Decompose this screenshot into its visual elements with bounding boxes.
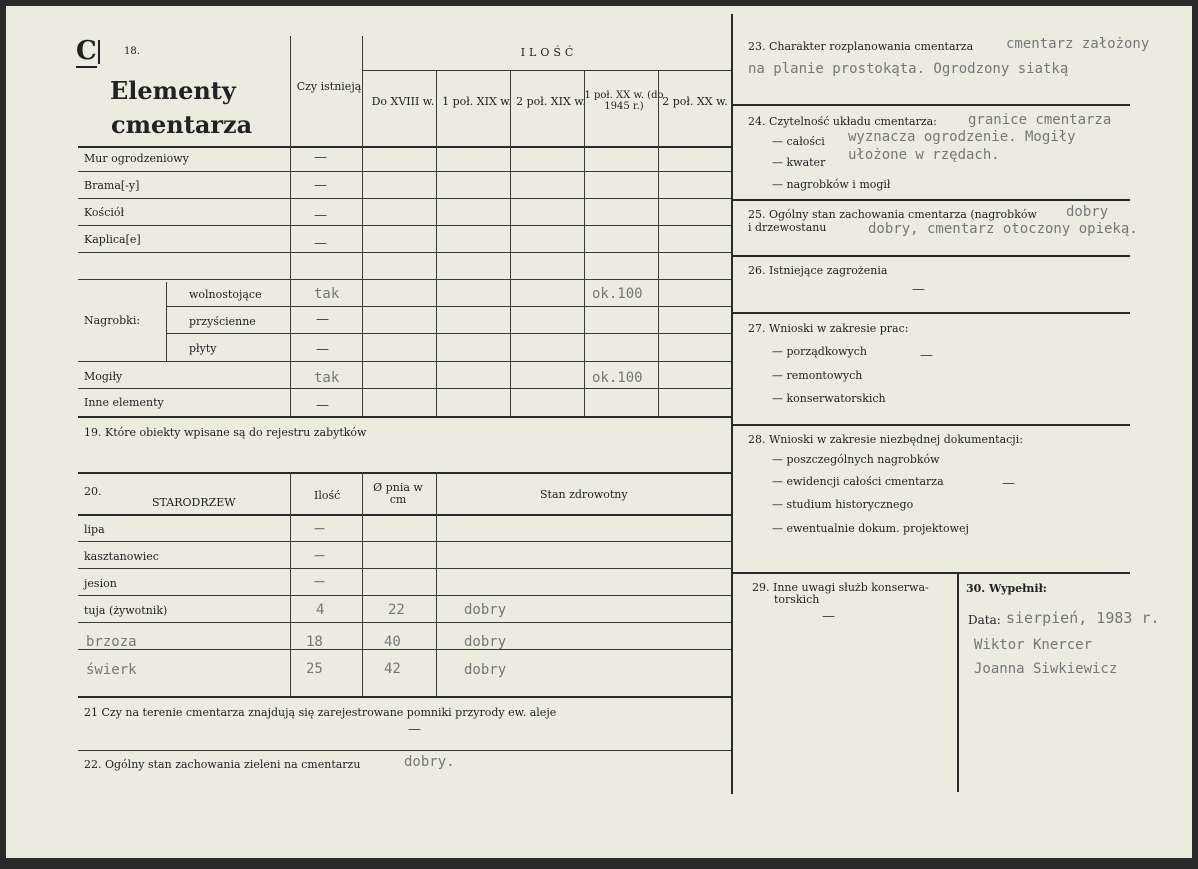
section-title-line1: Elementy (110, 76, 236, 105)
q24-item-2: — nagrobków i mogił (772, 178, 891, 191)
q24-item-0: — całości (772, 135, 825, 148)
tree-row-1-count: — (314, 549, 325, 562)
period-header-2: 2 poł. XIX w. (516, 95, 586, 108)
q24-text: 24. Czytelność układu cmentarza: (748, 115, 937, 128)
q20-col-count: Ilość (314, 489, 341, 502)
q24-answer-line1: granice cmentarza (968, 112, 1112, 128)
tree-row-3-diam: 22 (388, 602, 405, 618)
mogily-count: ok.100 (592, 370, 643, 386)
section-letter: C (76, 36, 97, 66)
q24-item-1: — kwater (772, 156, 826, 169)
row-label-chapel: Kaplica[e] (84, 233, 141, 246)
q21-text: 21 Czy na terenie cmentarza znajdują się zarejestrowane pomniki przyrody ew. aleje (84, 706, 557, 719)
nagrobki-slabs-exists: — (316, 342, 329, 357)
q24-answer-line2: wyznacza ogrodzenie. Mogiły (848, 129, 1076, 145)
q26-answer: — (912, 282, 925, 297)
period-header-0: Do XVIII w. (371, 95, 435, 108)
q28-item-2: — studium historycznego (772, 498, 914, 511)
q25-text-line1: 25. Ogólny stan zachowania cmentarza (nagrobków (748, 208, 1037, 221)
q27-item-2: — konserwatorskich (772, 392, 886, 405)
q28-answer: — (1002, 476, 1015, 491)
nagrobki-slabs-label: płyty (189, 342, 217, 355)
tree-row-5-diam: 42 (384, 661, 401, 677)
q28-text: 28. Wnioski w zakresie niezbędnej dokumentacji: (748, 433, 1023, 446)
nagrobki-freestanding-exists: tak (314, 286, 340, 302)
nagrobki-freestanding-count: ok.100 (592, 286, 643, 302)
q27-text: 27. Wnioski w zakresie prac: (748, 322, 909, 335)
mogily-exists: tak (314, 370, 340, 386)
tree-row-5-name: świerk (86, 662, 137, 678)
period-header-3: 1 poł. XX w. (do 1945 r.) (584, 90, 664, 112)
q23-answer-line1: cmentarz założony (1006, 36, 1150, 52)
row-exists-wall: — (314, 150, 327, 165)
q25-answer-line1: dobry (1066, 204, 1109, 220)
tree-row-4-health: dobry (464, 634, 507, 650)
tree-row-4-count: 18 (306, 634, 323, 650)
q24-answer-line3: ułożone w rzędach. (848, 147, 1000, 163)
q30-text: 30. Wypełnił: (966, 582, 1047, 595)
tree-row-5-health: dobry (464, 662, 507, 678)
q30-name-2: Joanna Siwkiewicz (974, 661, 1118, 677)
tree-row-0-name: lipa (84, 523, 105, 536)
tree-row-3-health: dobry (464, 602, 507, 618)
inventory-card (6, 6, 1192, 858)
q29-text-line2: torskich (774, 593, 820, 606)
inne-label: Inne elementy (84, 396, 164, 409)
mogily-label: Mogiły (84, 370, 123, 383)
tree-row-4-name: brzoza (86, 634, 137, 650)
q30-date-label: Data: (968, 613, 1001, 627)
tree-row-3-count: 4 (316, 602, 325, 618)
q28-item-0: — poszczególnych nagrobków (772, 453, 940, 466)
quantity-header: ILOŚĆ (520, 46, 578, 59)
tree-row-5-count: 25 (306, 661, 323, 677)
q22-text: 22. Ogólny stan zachowania zieleni na cmentarzu (84, 758, 361, 771)
q29-text-line1: 29. Inne uwagi służb konserwa- (752, 581, 929, 594)
q25-answer-line2: dobry, cmentarz otoczony opieką. (868, 221, 1138, 237)
inne-exists: — (316, 398, 329, 413)
row-label-church: Kościół (84, 206, 125, 219)
q20-number: 20. (84, 485, 102, 498)
q30-date-value: sierpień, 1983 r. (1006, 609, 1160, 627)
nagrobki-wall-exists: — (316, 312, 329, 327)
tree-row-1-name: kasztanowiec (84, 550, 159, 563)
row-exists-church: — (314, 208, 327, 223)
section-title-line2: cmentarza (111, 110, 253, 139)
period-header-4: 2 poł. XX w. (662, 95, 728, 108)
row-exists-gate: — (314, 178, 327, 193)
tree-row-3-name: tuja (żywotnik) (84, 604, 168, 617)
tree-row-2-count: — (314, 575, 325, 588)
q28-item-3: — ewentualnie dokum. projektowej (772, 522, 969, 535)
q23-text: 23. Charakter rozplanowania cmentarza (748, 40, 974, 53)
q28-item-1: — ewidencji całości cmentarza (772, 475, 944, 488)
section-number: 18. (124, 46, 140, 57)
q22-answer: dobry. (404, 754, 455, 770)
nagrobki-wall-label: przyścienne (189, 315, 256, 328)
q26-text: 26. Istniejące zagrożenia (748, 264, 888, 277)
q25-text-line2: i drzewostanu (748, 221, 827, 234)
row-label-wall: Mur ogrodzeniowy (84, 152, 189, 165)
q29-answer: — (822, 609, 835, 624)
q27-item-0: — porządkowych (772, 345, 867, 358)
section-letter-box (74, 36, 106, 68)
q21-answer: — (408, 722, 421, 737)
tree-row-2-name: jesion (84, 577, 117, 590)
q20-col-name: STARODRZEW (152, 496, 236, 509)
q20-col-health: Stan zdrowotny (540, 488, 628, 501)
tree-row-4-diam: 40 (384, 634, 401, 650)
nagrobki-label: Nagrobki: (84, 314, 141, 327)
q19-text: 19. Które obiekty wpisane są do rejestru zabytków (84, 426, 367, 439)
tree-row-0-count: — (314, 522, 325, 535)
row-exists-chapel: — (314, 236, 327, 251)
q27-answer: — (920, 348, 933, 363)
row-label-gate: Brama[-y] (84, 179, 140, 192)
q30-name-1: Wiktor Knercer (974, 637, 1093, 653)
exists-column-header: Czy istnieją (296, 80, 362, 93)
q20-col-diam: Ø pnia w cm (373, 481, 423, 506)
period-header-1: 1 poł. XIX w. (442, 95, 512, 108)
q27-item-1: — remontowych (772, 369, 863, 382)
nagrobki-freestanding-label: wolnostojące (189, 288, 262, 301)
q23-answer-line2: na planie prostokąta. Ogrodzony siatką (748, 61, 1069, 77)
